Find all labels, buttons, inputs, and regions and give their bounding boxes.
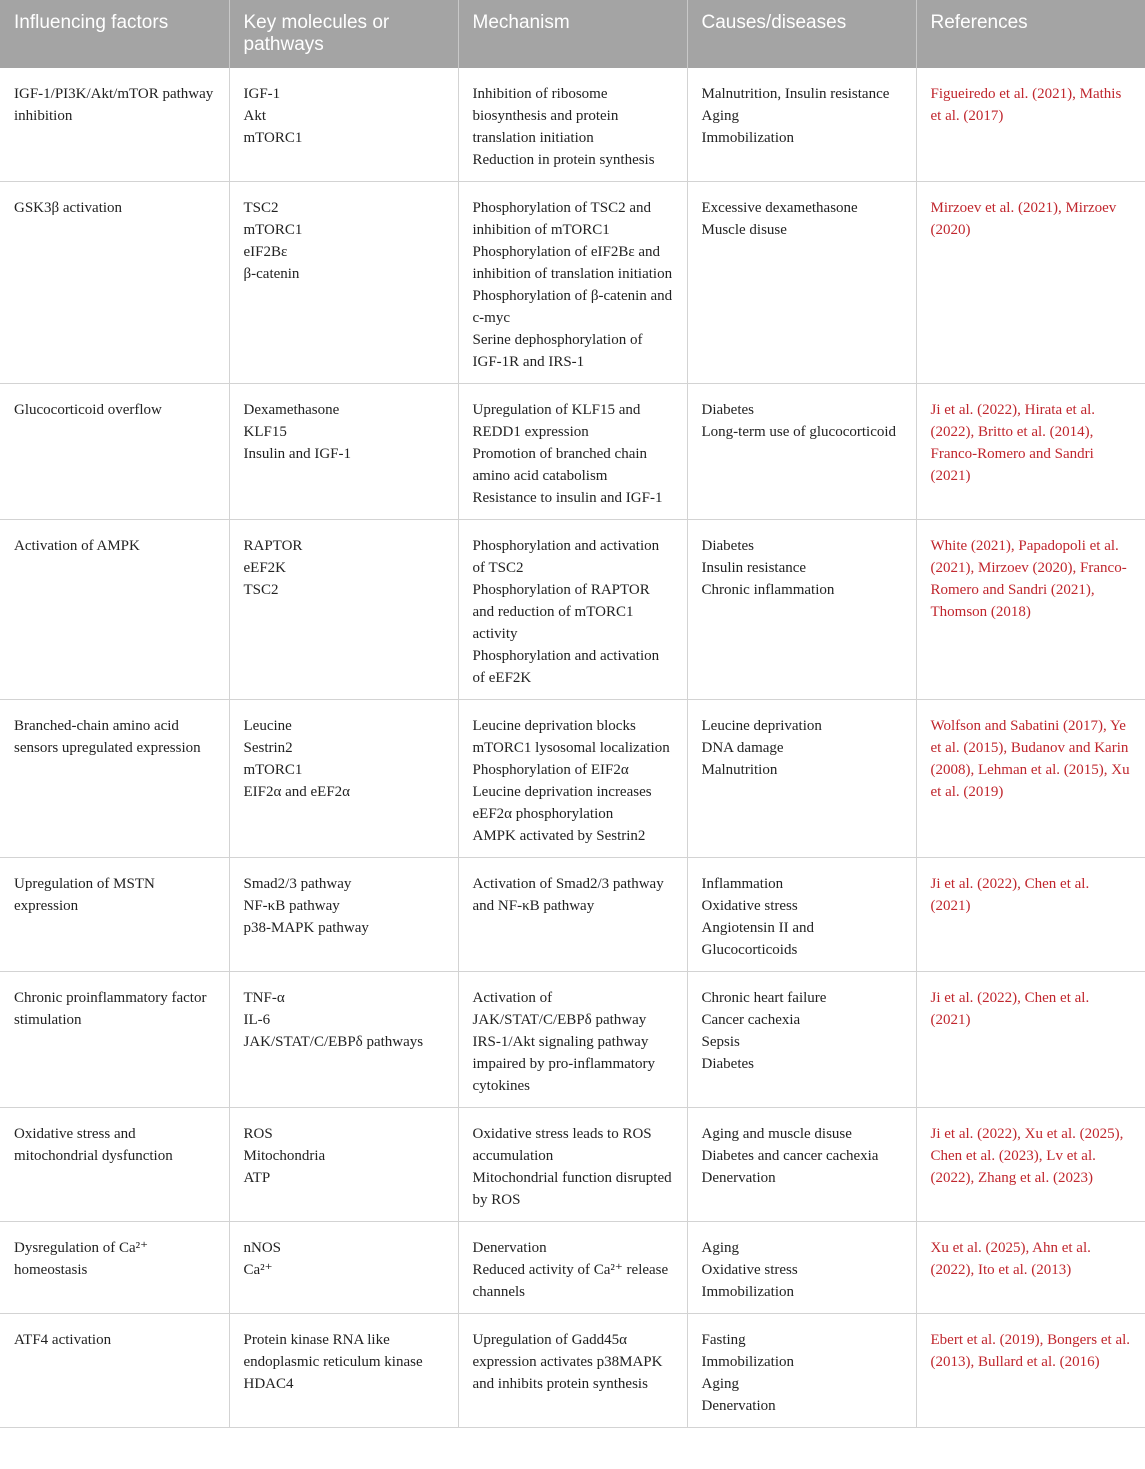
cell-factor	[0, 1108, 229, 1222]
cell-causes-line: Aging	[701, 1240, 739, 1256]
cell-factor	[0, 972, 229, 1108]
table-row	[0, 1108, 1145, 1222]
header-causes-diseases: Causes/diseases	[687, 0, 916, 68]
cell-mechanism-line: Serine dephosphorylation of IGF-1R and IRS-1	[472, 332, 643, 370]
cell-causes	[687, 700, 916, 858]
reference-links[interactable]: Ji et al. (2022), Chen et al. (2021)	[930, 876, 1090, 914]
cell-mechanism-line: Promotion of branched chain amino acid catabolism	[472, 446, 648, 484]
cell-molecules-line: ROS	[243, 1126, 273, 1142]
reference-links[interactable]: Mirzoev et al. (2021), Mirzoev (2020)	[930, 200, 1117, 238]
cell-molecules-line: IGF-1	[243, 86, 281, 102]
cell-factor	[0, 68, 229, 182]
cell-causes-line: Sepsis	[701, 1034, 740, 1050]
cell-molecules-line: KLF15	[243, 424, 287, 440]
cell-causes	[687, 520, 916, 700]
cell-factor-line: Upregulation of MSTN expression	[14, 876, 155, 914]
cell-factor	[0, 1222, 229, 1314]
table-row	[0, 972, 1145, 1108]
header-row	[0, 0, 1145, 68]
header-mechanism: Mechanism	[458, 0, 687, 68]
cell-factor	[0, 1314, 229, 1428]
cell-causes-line: Diabetes	[701, 402, 754, 418]
cell-molecules-line: Ca²⁺	[243, 1262, 273, 1278]
cell-causes-line: Denervation	[701, 1170, 776, 1186]
cell-factor-line: Dysregulation of Ca²⁺ homeostasis	[14, 1240, 149, 1278]
cell-factor-line: Oxidative stress and mitochondrial dysfunction	[14, 1126, 173, 1164]
cell-factor-line: Glucocorticoid overflow	[14, 402, 162, 418]
table-header	[0, 0, 1145, 68]
cell-mechanism	[458, 972, 687, 1108]
cell-references	[916, 520, 1145, 700]
cell-mechanism-line: Activation of JAK/STAT/C/EBPδ pathway	[472, 990, 647, 1028]
cell-causes	[687, 858, 916, 972]
cell-causes	[687, 1314, 916, 1428]
cell-causes-line: Aging	[701, 1376, 739, 1392]
cell-mechanism-line: Reduced activity of Ca²⁺ release channels	[472, 1262, 669, 1300]
cell-factor-line: IGF-1/PI3K/Akt/mTOR pathway inhibition	[14, 86, 214, 124]
cell-mechanism	[458, 1314, 687, 1428]
cell-causes-line: Immobilization	[701, 1284, 794, 1300]
cell-factor	[0, 700, 229, 858]
cell-molecules-line: Dexamethasone	[243, 402, 340, 418]
cell-references	[916, 972, 1145, 1108]
reference-links[interactable]: Ji et al. (2022), Hirata et al. (2022), Britto et al. (2014), Franco-Romero and Sandri (2021)	[930, 402, 1096, 484]
cell-molecules-line: Akt	[243, 108, 266, 124]
cell-molecules-line: Protein kinase RNA like endoplasmic reticulum kinase	[243, 1332, 423, 1370]
cell-molecules-line: JAK/STAT/C/EBPδ pathways	[243, 1034, 424, 1050]
cell-mechanism-line: Reduction in protein synthesis	[472, 152, 655, 168]
cell-molecules	[229, 68, 458, 182]
cell-factor	[0, 384, 229, 520]
reference-links[interactable]: Xu et al. (2025), Ahn et al. (2022), Ito et al. (2013)	[930, 1240, 1091, 1278]
cell-causes-line: Leucine deprivation	[701, 718, 822, 734]
table-row	[0, 858, 1145, 972]
table-body	[0, 68, 1145, 1428]
cell-causes	[687, 1222, 916, 1314]
cell-molecules-line: β-catenin	[243, 266, 300, 282]
cell-mechanism-line: Upregulation of KLF15 and REDD1 expression	[472, 402, 641, 440]
cell-mechanism	[458, 1222, 687, 1314]
cell-molecules	[229, 520, 458, 700]
table-row	[0, 520, 1145, 700]
cell-causes-line: Chronic heart failure	[701, 990, 827, 1006]
cell-mechanism-line: Activation of Smad2/3 pathway and NF-κB pathway	[472, 876, 664, 914]
cell-molecules-line: TNF-α	[243, 990, 285, 1006]
cell-causes-line: Muscle disuse	[701, 222, 787, 238]
reference-links[interactable]: Ji et al. (2022), Chen et al. (2021)	[930, 990, 1090, 1028]
cell-factor-line: ATF4 activation	[14, 1332, 112, 1348]
header-influencing-factors: Influencing factors	[0, 0, 229, 68]
cell-causes	[687, 68, 916, 182]
cell-molecules-line: nNOS	[243, 1240, 282, 1256]
cell-molecules-line: Smad2/3 pathway	[243, 876, 352, 892]
cell-mechanism	[458, 1108, 687, 1222]
cell-factor-line: GSK3β activation	[14, 200, 123, 216]
cell-mechanism-line: Denervation	[472, 1240, 547, 1256]
cell-causes-line: Chronic inflammation	[701, 582, 835, 598]
cell-molecules	[229, 1222, 458, 1314]
cell-causes-line: Insulin resistance	[701, 560, 807, 576]
cell-molecules-line: Sestrin2	[243, 740, 293, 756]
cell-causes-line: Aging and muscle disuse	[701, 1126, 852, 1142]
reference-links[interactable]: Wolfson and Sabatini (2017), Ye et al. (2015), Budanov and Karin (2008), Lehman et al. (2015), Xu et al. (2019)	[930, 718, 1130, 800]
cell-references	[916, 384, 1145, 520]
cell-mechanism-line: Phosphorylation and activation of TSC2	[472, 538, 660, 576]
cell-molecules-line: TSC2	[243, 582, 279, 598]
cell-causes	[687, 1108, 916, 1222]
cell-molecules-line: Leucine	[243, 718, 292, 734]
cell-causes-line: Malnutrition, Insulin resistance	[701, 86, 890, 102]
cell-mechanism-line: Mitochondrial function disrupted by ROS	[472, 1170, 672, 1208]
cell-causes	[687, 384, 916, 520]
cell-factor	[0, 182, 229, 384]
cell-causes-line: Diabetes and cancer cachexia	[701, 1148, 879, 1164]
cell-causes-line: Inflammation	[701, 876, 784, 892]
cell-causes-line: Malnutrition	[701, 762, 778, 778]
cell-mechanism	[458, 384, 687, 520]
cell-causes	[687, 972, 916, 1108]
cell-mechanism	[458, 700, 687, 858]
cell-mechanism-line: Oxidative stress leads to ROS accumulation	[472, 1126, 652, 1164]
cell-molecules	[229, 384, 458, 520]
table-row	[0, 1222, 1145, 1314]
cell-molecules	[229, 858, 458, 972]
table-row	[0, 384, 1145, 520]
reference-links[interactable]: Figueiredo et al. (2021), Mathis et al. (2017)	[930, 86, 1122, 124]
cell-factor	[0, 520, 229, 700]
cell-references	[916, 1108, 1145, 1222]
cell-molecules-line: Mitochondria	[243, 1148, 326, 1164]
cell-references	[916, 1222, 1145, 1314]
cell-molecules	[229, 1108, 458, 1222]
cell-mechanism-line: IRS-1/Akt signaling pathway impaired by pro-inflammatory cytokines	[472, 1034, 655, 1094]
cell-molecules	[229, 700, 458, 858]
cell-mechanism-line: Phosphorylation of EIF2α	[472, 762, 629, 778]
reference-links[interactable]: White (2021), Papadopoli et al. (2021), Mirzoev (2020), Franco-Romero and Sandri (2021), Thomson (2018)	[930, 538, 1127, 620]
cell-mechanism-line: Inhibition of ribosome biosynthesis and protein translation initiation	[472, 86, 619, 146]
cell-molecules-line: HDAC4	[243, 1376, 294, 1392]
cell-mechanism-line: Upregulation of Gadd45α expression activates p38MAPK and inhibits protein synthesis	[472, 1332, 663, 1392]
cell-mechanism	[458, 68, 687, 182]
cell-causes	[687, 182, 916, 384]
cell-causes-line: Aging	[701, 108, 739, 124]
cell-causes-line: Oxidative stress	[701, 1262, 798, 1278]
cell-references	[916, 858, 1145, 972]
cell-causes-line: Diabetes	[701, 1056, 754, 1072]
cell-molecules-line: p38-MAPK pathway	[243, 920, 369, 936]
reference-links[interactable]: Ji et al. (2022), Xu et al. (2025), Chen et al. (2023), Lv et al. (2022), Zhang et al. (2023)	[930, 1126, 1124, 1186]
cell-molecules-line: RAPTOR	[243, 538, 303, 554]
cell-references	[916, 68, 1145, 182]
cell-molecules-line: mTORC1	[243, 762, 303, 778]
cell-factor-line: Branched-chain amino acid sensors upregulated expression	[14, 718, 201, 756]
cell-causes-line: Immobilization	[701, 130, 794, 146]
cell-mechanism-line: Phosphorylation of RAPTOR and reduction of mTORC1 activity	[472, 582, 650, 642]
cell-causes-line: Angiotensin II and Glucocorticoids	[701, 920, 814, 958]
cell-molecules-line: Insulin and IGF-1	[243, 446, 351, 462]
cell-molecules-line: ATP	[243, 1170, 271, 1186]
cell-causes-line: Long-term use of glucocorticoid	[701, 424, 897, 440]
cell-causes-line: Excessive dexamethasone	[701, 200, 858, 216]
cell-mechanism-line: AMPK activated by Sestrin2	[472, 828, 646, 844]
cell-mechanism	[458, 520, 687, 700]
cell-molecules-line: TSC2	[243, 200, 279, 216]
cell-mechanism-line: Leucine deprivation increases eEF2α phosphorylation	[472, 784, 652, 822]
cell-mechanism-line: Phosphorylation of β-catenin and c-myc	[472, 288, 673, 326]
cell-factor-line: Chronic proinflammatory factor stimulation	[14, 990, 207, 1028]
cell-molecules-line: eEF2K	[243, 560, 286, 576]
cell-causes-line: Denervation	[701, 1398, 776, 1414]
cell-mechanism-line: Phosphorylation and activation of eEF2K	[472, 648, 660, 686]
cell-mechanism	[458, 182, 687, 384]
cell-causes-line: Cancer cachexia	[701, 1012, 801, 1028]
cell-molecules-line: mTORC1	[243, 130, 303, 146]
cell-causes-line: Diabetes	[701, 538, 754, 554]
cell-mechanism-line: Leucine deprivation blocks mTORC1 lysosomal localization	[472, 718, 670, 756]
cell-mechanism-line: Phosphorylation of TSC2 and inhibition of mTORC1	[472, 200, 651, 238]
reference-links[interactable]: Ebert et al. (2019), Bongers et al. (2013), Bullard et al. (2016)	[930, 1332, 1131, 1370]
cell-mechanism	[458, 858, 687, 972]
cell-references	[916, 182, 1145, 384]
table-row	[0, 68, 1145, 182]
cell-causes-line: Oxidative stress	[701, 898, 798, 914]
header-references: References	[916, 0, 1145, 68]
table-row	[0, 700, 1145, 858]
cell-molecules-line: NF-κB pathway	[243, 898, 340, 914]
cell-causes-line: Fasting	[701, 1332, 746, 1348]
cell-molecules-line: IL-6	[243, 1012, 271, 1028]
table-row	[0, 1314, 1145, 1428]
cell-molecules	[229, 182, 458, 384]
cell-references	[916, 1314, 1145, 1428]
cell-causes-line: DNA damage	[701, 740, 784, 756]
cell-factor-line: Activation of AMPK	[14, 538, 140, 554]
cell-molecules-line: mTORC1	[243, 222, 303, 238]
cell-molecules	[229, 972, 458, 1108]
cell-molecules	[229, 1314, 458, 1428]
cell-mechanism-line: Phosphorylation of eIF2Bε and inhibition of translation initiation	[472, 244, 673, 282]
header-key-molecules: Key molecules or pathways	[229, 0, 458, 68]
cell-molecules-line: EIF2α and eEF2α	[243, 784, 351, 800]
cell-factor	[0, 858, 229, 972]
cell-causes-line: Immobilization	[701, 1354, 794, 1370]
cell-mechanism-line: Resistance to insulin and IGF-1	[472, 490, 663, 506]
table-row	[0, 182, 1145, 384]
cell-references	[916, 700, 1145, 858]
cell-molecules-line: eIF2Bε	[243, 244, 288, 260]
